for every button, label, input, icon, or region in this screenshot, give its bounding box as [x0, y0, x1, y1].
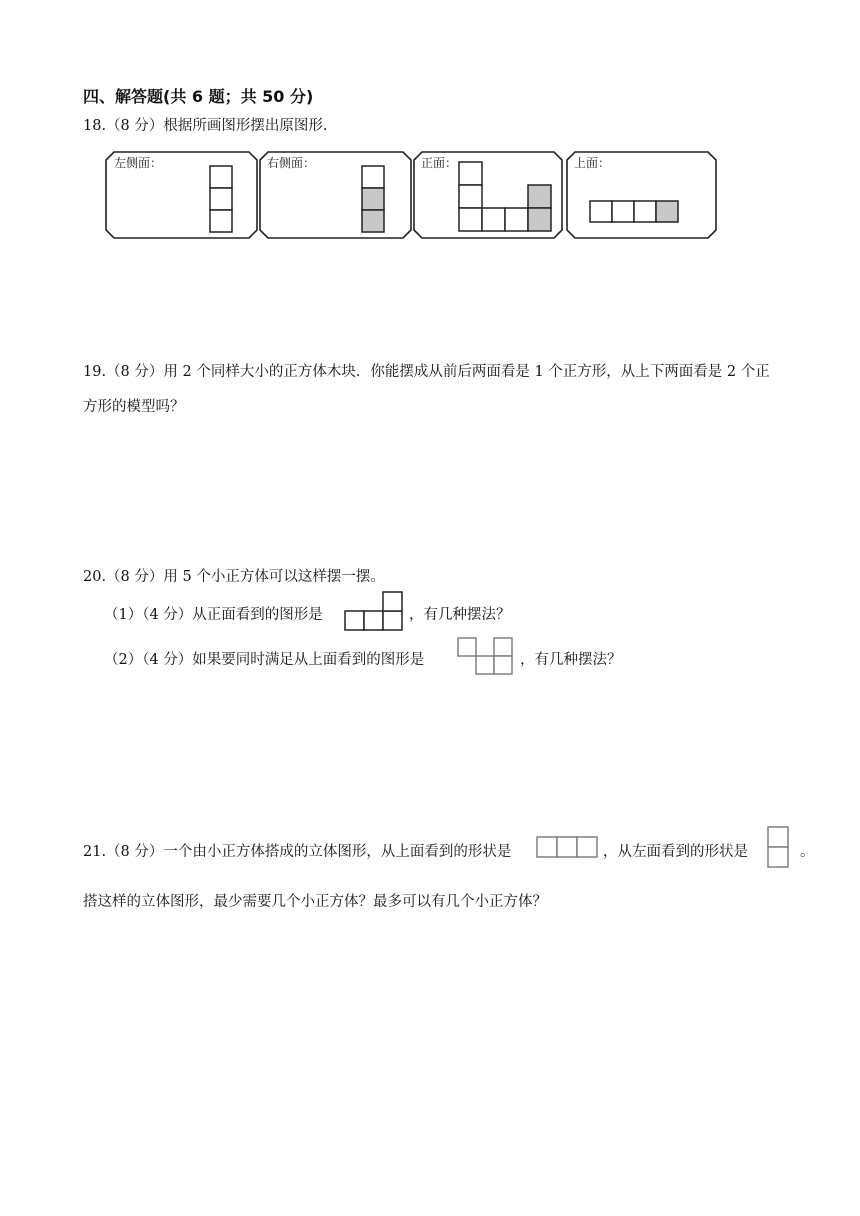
cube-face — [612, 201, 634, 222]
cube-face — [557, 837, 577, 857]
cube-face — [634, 201, 656, 222]
question-18-text: 18.（8 分）根据所画图形摆出原图形. — [83, 118, 328, 134]
cube-face — [537, 837, 557, 857]
q21-left-view-figure — [766, 825, 792, 871]
question-21-line1-middle: ，从左面看到的形状是 — [603, 844, 748, 860]
cube-face — [494, 638, 512, 656]
cube-face — [210, 188, 232, 210]
cube-face — [459, 208, 482, 231]
cube-face — [505, 208, 528, 231]
panel-front — [414, 152, 562, 238]
cube-face — [383, 611, 402, 630]
panel-front-label: 正面： — [421, 156, 458, 170]
section-title: 四、解答题(共 6 题；共 50 分) — [83, 87, 314, 106]
cube-face-shaded — [528, 185, 551, 208]
question-19-line1: 19.（8 分）用 2 个同样大小的正方体木块．你能摆成从前后两面看是 1 个正方形，从上下两面看是 2 个正 — [83, 364, 770, 380]
cube-face-shaded — [528, 208, 551, 231]
question-19-line2: 方形的模型吗？ — [83, 399, 185, 415]
question-21-line1-end: 。 — [800, 844, 815, 860]
panel-left-side-label: 左侧面： — [114, 156, 163, 170]
panel-right-side — [260, 152, 411, 238]
question-20-sub2-prefix: （2）（4 分）如果要同时满足从上面看到的图形是 — [104, 652, 425, 668]
cube-face-shaded — [656, 201, 678, 222]
question-20-sub1-prefix: （1）（4 分）从正面看到的图形是 — [104, 607, 323, 623]
question-20-text: 20.（8 分）用 5 个小正方体可以这样摆一摆。 — [83, 569, 385, 585]
q18-views-figure — [104, 148, 718, 242]
cube-face — [768, 847, 788, 867]
cube-face — [345, 611, 364, 630]
cube-face — [482, 208, 505, 231]
panel-left-side — [106, 152, 257, 238]
cube-face — [364, 611, 383, 630]
q21-top-view-figure — [535, 835, 599, 861]
cube-face — [494, 656, 512, 674]
cube-face — [383, 592, 402, 611]
cube-face — [459, 185, 482, 208]
cube-face — [577, 837, 597, 857]
q20-front-view-figure — [343, 590, 405, 632]
panel-top — [567, 152, 716, 238]
cube-face — [590, 201, 612, 222]
question-21-line2: 搭这样的立体图形，最少需要几个小正方体？最多可以有几个小正方体？ — [83, 894, 547, 910]
cube-face — [362, 166, 384, 188]
panel-right-side-label: 右侧面： — [267, 156, 316, 170]
question-20-sub2-suffix: ，有几种摆法？ — [520, 652, 622, 668]
cube-face — [768, 827, 788, 847]
cube-face — [459, 162, 482, 185]
q20-top-view-figure — [456, 636, 516, 678]
cube-face — [210, 166, 232, 188]
cube-face-shaded — [362, 210, 384, 232]
cube-face-shaded — [362, 188, 384, 210]
question-20-sub1-suffix: ，有几种摆法？ — [409, 607, 511, 623]
cube-face — [476, 656, 494, 674]
panel-top-label: 上面： — [574, 156, 611, 170]
cube-face — [210, 210, 232, 232]
cube-face — [458, 638, 476, 656]
question-21-line1-prefix: 21.（8 分）一个由小正方体搭成的立体图形，从上面看到的形状是 — [83, 844, 512, 860]
